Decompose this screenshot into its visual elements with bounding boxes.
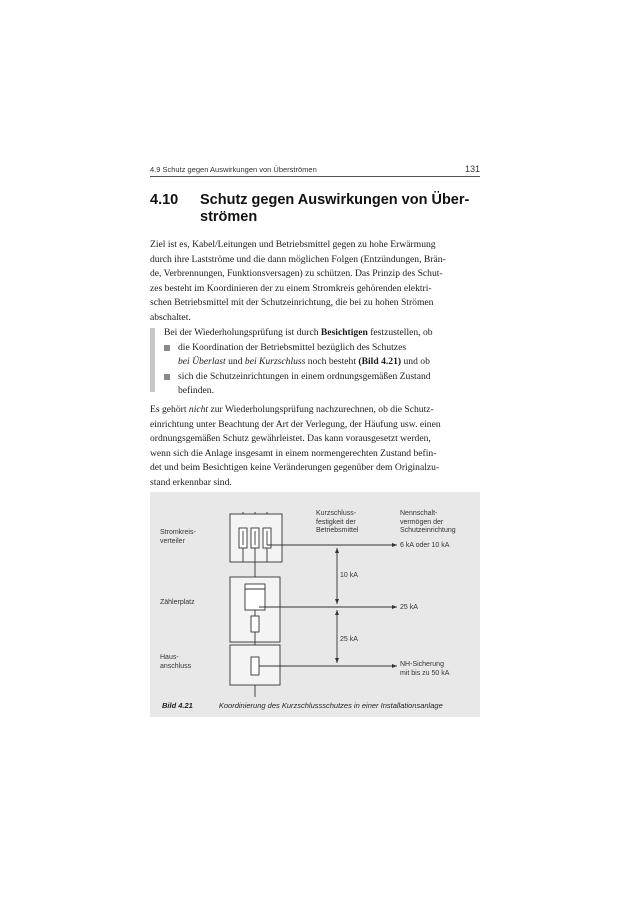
text-line: schen Betriebsmittel mit der Schutzeinrichtung, die bei zu hohen Strömen <box>150 297 434 308</box>
bullet-square-icon <box>164 345 170 351</box>
note-item-2-line-1: sich die Schutzeinrichtungen in einem ordnungsgemäßen Zustand <box>178 370 431 382</box>
note-margin-bar <box>150 328 155 392</box>
bullet-square-icon <box>164 374 170 380</box>
arrowhead <box>335 548 339 553</box>
text-line: abschaltet. <box>150 311 191 323</box>
header-breaking-capacity: Nennschalt- vermögen der Schutzeinrichtung <box>400 510 456 534</box>
arrowhead <box>392 664 397 668</box>
arrowhead <box>335 610 339 615</box>
note-item-2-line-2: befinden. <box>178 385 214 396</box>
note-item-1-line-1: die Koordination der Betriebsmittel bezüglich des Schutzes <box>178 341 407 353</box>
meter-fuse <box>251 616 259 632</box>
value-nh-fuse: NH-Sicherung mit bis zu 50 kA <box>400 661 450 677</box>
text-line: det und beim Besichtigen keine Veränderungen gegenüber dem Originalzu- <box>150 462 440 473</box>
value-10ka: 10 kA <box>340 572 358 579</box>
label-distribution-board: Stromkreis- verteiler <box>160 529 196 545</box>
arrowhead <box>335 658 339 663</box>
figure-4-21 <box>150 492 480 717</box>
section-title: Schutz gegen Auswirkungen von Über- strömen <box>200 192 470 225</box>
arrowhead <box>392 543 397 547</box>
text-line: durch ihre Lastströme und die dann möglichen Folgen (Entzündungen, Brän- <box>150 253 446 265</box>
text-line: ordnungsgemäßen Schutz gewährleistet. Das kann vorausgesetzt werden, <box>150 433 431 444</box>
paragraph-conclusion <box>150 403 480 490</box>
meter-symbol <box>245 584 265 610</box>
figure-caption <box>162 701 443 710</box>
section-number: 4.10 <box>150 192 179 208</box>
text-line: Ziel ist es, Kabel/Leitungen und Betriebsmittel gegen zu hohe Erwärmung <box>150 239 436 250</box>
label-meter-place: Zählerplatz <box>160 599 195 606</box>
arrowhead <box>392 605 397 609</box>
value-meter-25ka: 25 kA <box>400 604 418 611</box>
text-line: einrichtung unter Beachtung der Art der Verlegung, der Häufung usw. einen <box>150 418 441 430</box>
text-line: de, Verbrennungen, Funktionsversagen) zu schützen. Das Prinzip des Schut- <box>150 268 443 279</box>
arrowhead <box>335 599 339 604</box>
text-line: stand erkennbar sind. <box>150 476 232 488</box>
inspection-note <box>150 326 480 396</box>
text-line: zes besteht im Koordinieren der zu einem Stromkreis gehörenden elektri- <box>150 282 432 294</box>
caption-text: Koordinierung des Kurzschlussschutzes in einer Installationsanlage <box>218 701 443 710</box>
label-house-connection: Haus- anschluss <box>160 654 192 670</box>
value-distribution-board: 6 kA oder 10 kA <box>400 542 450 549</box>
running-head <box>150 165 480 174</box>
text-line: Es gehört nicht zur Wiederholungsprüfung nachzurechnen, ob die Schutz- <box>150 404 434 415</box>
note-intro: Bei der Wiederholungsprüfung ist durch Besichtigen festzustellen, ob <box>164 327 433 338</box>
note-item-1-line-2: bei Überlast und bei Kurzschluss noch besteht (Bild 4.21) und ob <box>178 356 430 367</box>
value-25ka: 25 kA <box>340 636 358 643</box>
text-line: wenn sich die Anlage insgesamt in einem normengerechten Zustand befin- <box>150 447 437 459</box>
page-number: 131 <box>464 164 480 174</box>
caption-number: Bild 4.21 <box>162 701 193 710</box>
running-head-section: 4.9 Schutz gegen Auswirkungen von Überströmen <box>150 165 317 174</box>
paragraph-intro <box>150 238 480 325</box>
header-rule <box>150 176 480 177</box>
header-short-circuit-strength: Kurzschluss- festigkeit der Betriebsmittel <box>316 510 359 534</box>
nh-fuse <box>251 657 259 675</box>
